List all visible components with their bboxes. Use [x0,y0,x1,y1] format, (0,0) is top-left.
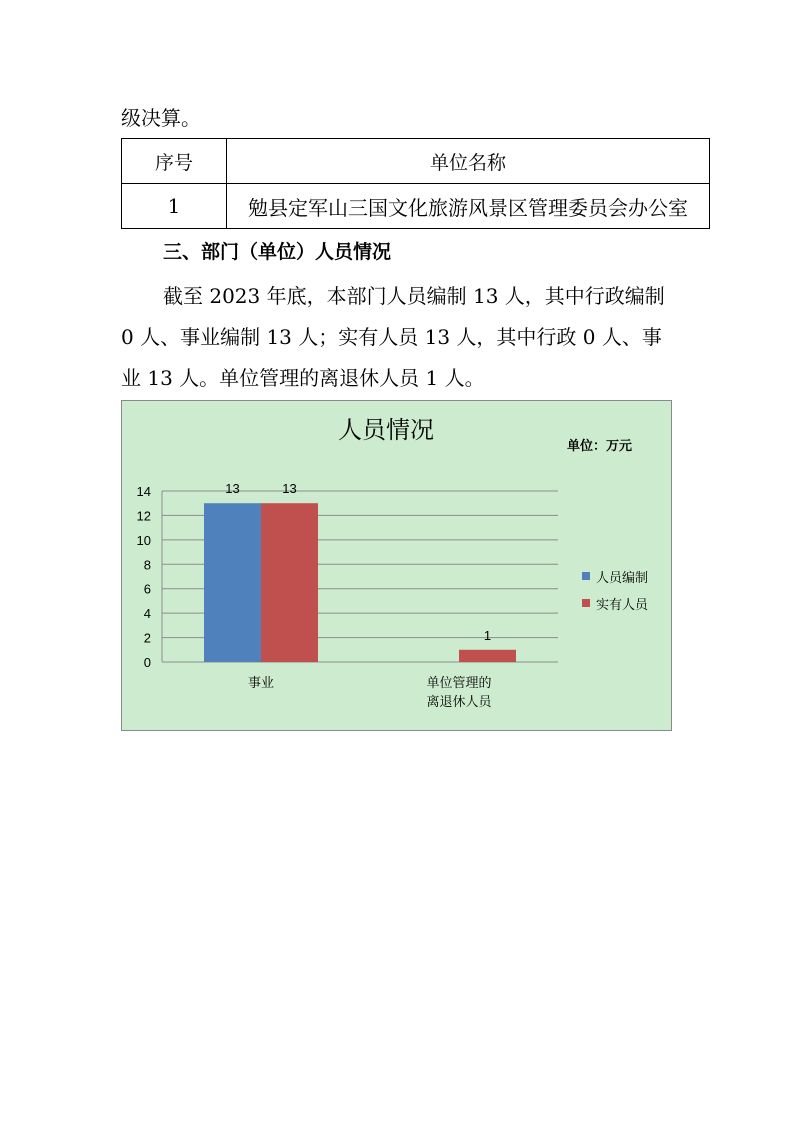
unit-table [121,138,710,229]
chart-unit-note: 单位：万元 [567,439,633,454]
legend-item [582,594,648,612]
table-header-row [122,139,710,184]
legend-label: 实有人员 [596,597,649,613]
staff-chart [121,400,672,731]
y-tick-label: 2 [143,630,151,646]
data-label: 13 [225,481,240,497]
table-cell: 勉县定军山三国文化旅游风景区管理委员会办公室 [227,184,710,229]
chart-plot [122,401,671,730]
chart-legend [582,567,648,621]
body-line: 截至 2023 年底，本部门人员编制 13 人，其中行政编制 [163,284,665,308]
intro-line: 级决算。 [121,106,201,130]
body-line: 0 人、事业编制 13 人；实有人员 13 人，其中行政 0 人、事 [121,325,662,349]
data-label: 1 [483,627,492,643]
bar [204,503,261,662]
x-category-label: 事业 [247,675,275,690]
y-tick-label: 4 [143,606,151,622]
table-cell: 1 [122,184,227,229]
x-category-label: 离退休人员 [426,694,492,709]
x-category-label: 单位管理的 [426,675,492,690]
legend-swatch [582,572,590,580]
legend-swatch [582,599,590,607]
body-line: 业 13 人。单位管理的离退休人员 1 人。 [121,366,485,390]
data-label: 13 [282,481,297,497]
section-heading: 三、部门（单位）人员情况 [163,241,392,263]
bar [261,503,318,662]
legend-item [582,567,648,585]
y-tick-label: 14 [136,484,151,499]
table-header-cell: 序号 [122,139,227,184]
chart-title: 人员情况 [338,416,434,444]
y-tick-label: 6 [143,581,151,597]
y-tick-label: 12 [136,508,151,524]
y-tick-label: 10 [136,532,151,548]
table-row [122,184,710,229]
y-tick-label: 8 [143,557,151,573]
legend-label: 人员编制 [596,570,649,586]
bar [459,650,516,662]
table-header-cell: 单位名称 [227,139,710,184]
y-tick-label: 0 [143,655,151,670]
